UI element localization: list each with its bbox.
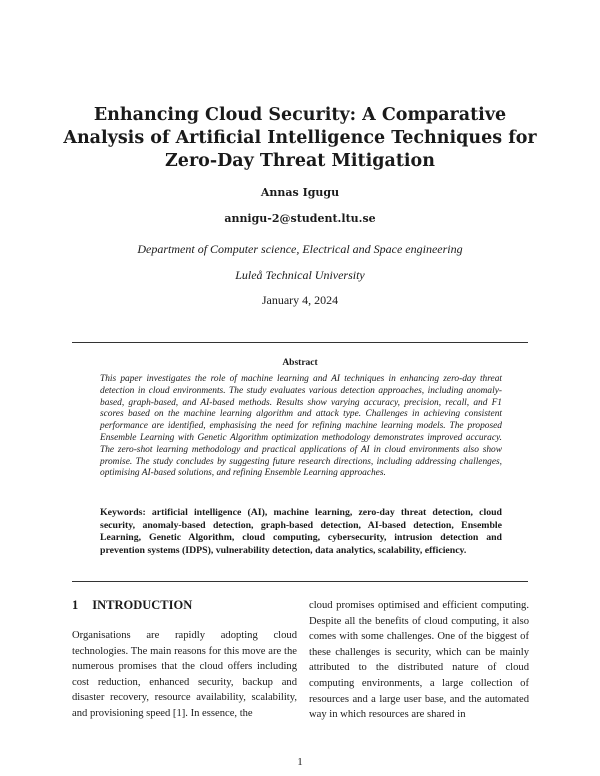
keywords-block (100, 507, 502, 557)
author-name: Annas Igugu (260, 186, 340, 199)
keywords-label: Keywords: (100, 507, 146, 518)
right-column-text: cloud promises optimised and efficient computing. Despite all the benefits of cloud computing, it also comes with some challenges. One of the biggest of these challenges is security, which can be mainly attributed to the distributed nature of cloud computing environments, a large collection of resources and a large user base, and the automated way in which resources are shared in (309, 600, 529, 721)
top-divider (72, 342, 528, 343)
affiliation: Department of Computer science, Electrical and Space engineering (137, 242, 463, 256)
section-heading (72, 598, 192, 613)
university: Luleå Technical University (235, 268, 365, 282)
section-number: 1 (72, 598, 79, 612)
paper-date: January 4, 2024 (261, 293, 339, 307)
section-title: INTRODUCTION (92, 598, 193, 612)
abstract-text: This paper investigates the role of machine learning and AI techniques in enhancing zero-day threat detection in cloud environments. The study evaluates various detection approaches, including anomaly-based, graph-based, and AI-based methods. Results show varying accuracy, precision, recall, and F1 scores based on the machine learning algorithm and attack type. Challenges in achieving consistent performance are identified, emphasising the need for refining machine learning models. The proposed Ensemble Learning with Genetic Algorithm optimization methodology demonstrates improved accuracy. The zero-shot learning methodology and practical applications of AI in cloud environments also show promise. The study concludes by suggesting future research directions, including addressing challenges, optimising AI-based solutions, and refining Ensemble Learning approaches. (100, 374, 502, 479)
keywords-text: artificial intelligence (AI), machine learning, zero-day threat detection, cloud security, anomaly-based detection, graph-based detection, AI-based detection, Ensemble Learning, Genetic Algorithm, cloud computing, cybersecurity, intrusion detection and prevention systems (IDPS), vulnerability detection, data analytics, scalability, efficiency. (100, 507, 502, 556)
left-column-text: Organisations are rapidly adopting cloud technologies. The main reasons for this move are the numerous promises that the cloud offers including cost reduction, enhanced security, backup and disaster recovery, resource availability, scalability, and provisioning speed [1]. In essence, the (72, 630, 297, 719)
author-email: annigu-2@student.ltu.se (224, 212, 376, 225)
abstract-heading: Abstract (282, 358, 318, 368)
page-number: 1 (297, 756, 303, 768)
bottom-divider (72, 581, 528, 582)
paper-title: Enhancing Cloud Security: A Comparative Analysis of Artificial Intelligence Techniques for Zero-Day Threat Mitigation (63, 105, 537, 171)
